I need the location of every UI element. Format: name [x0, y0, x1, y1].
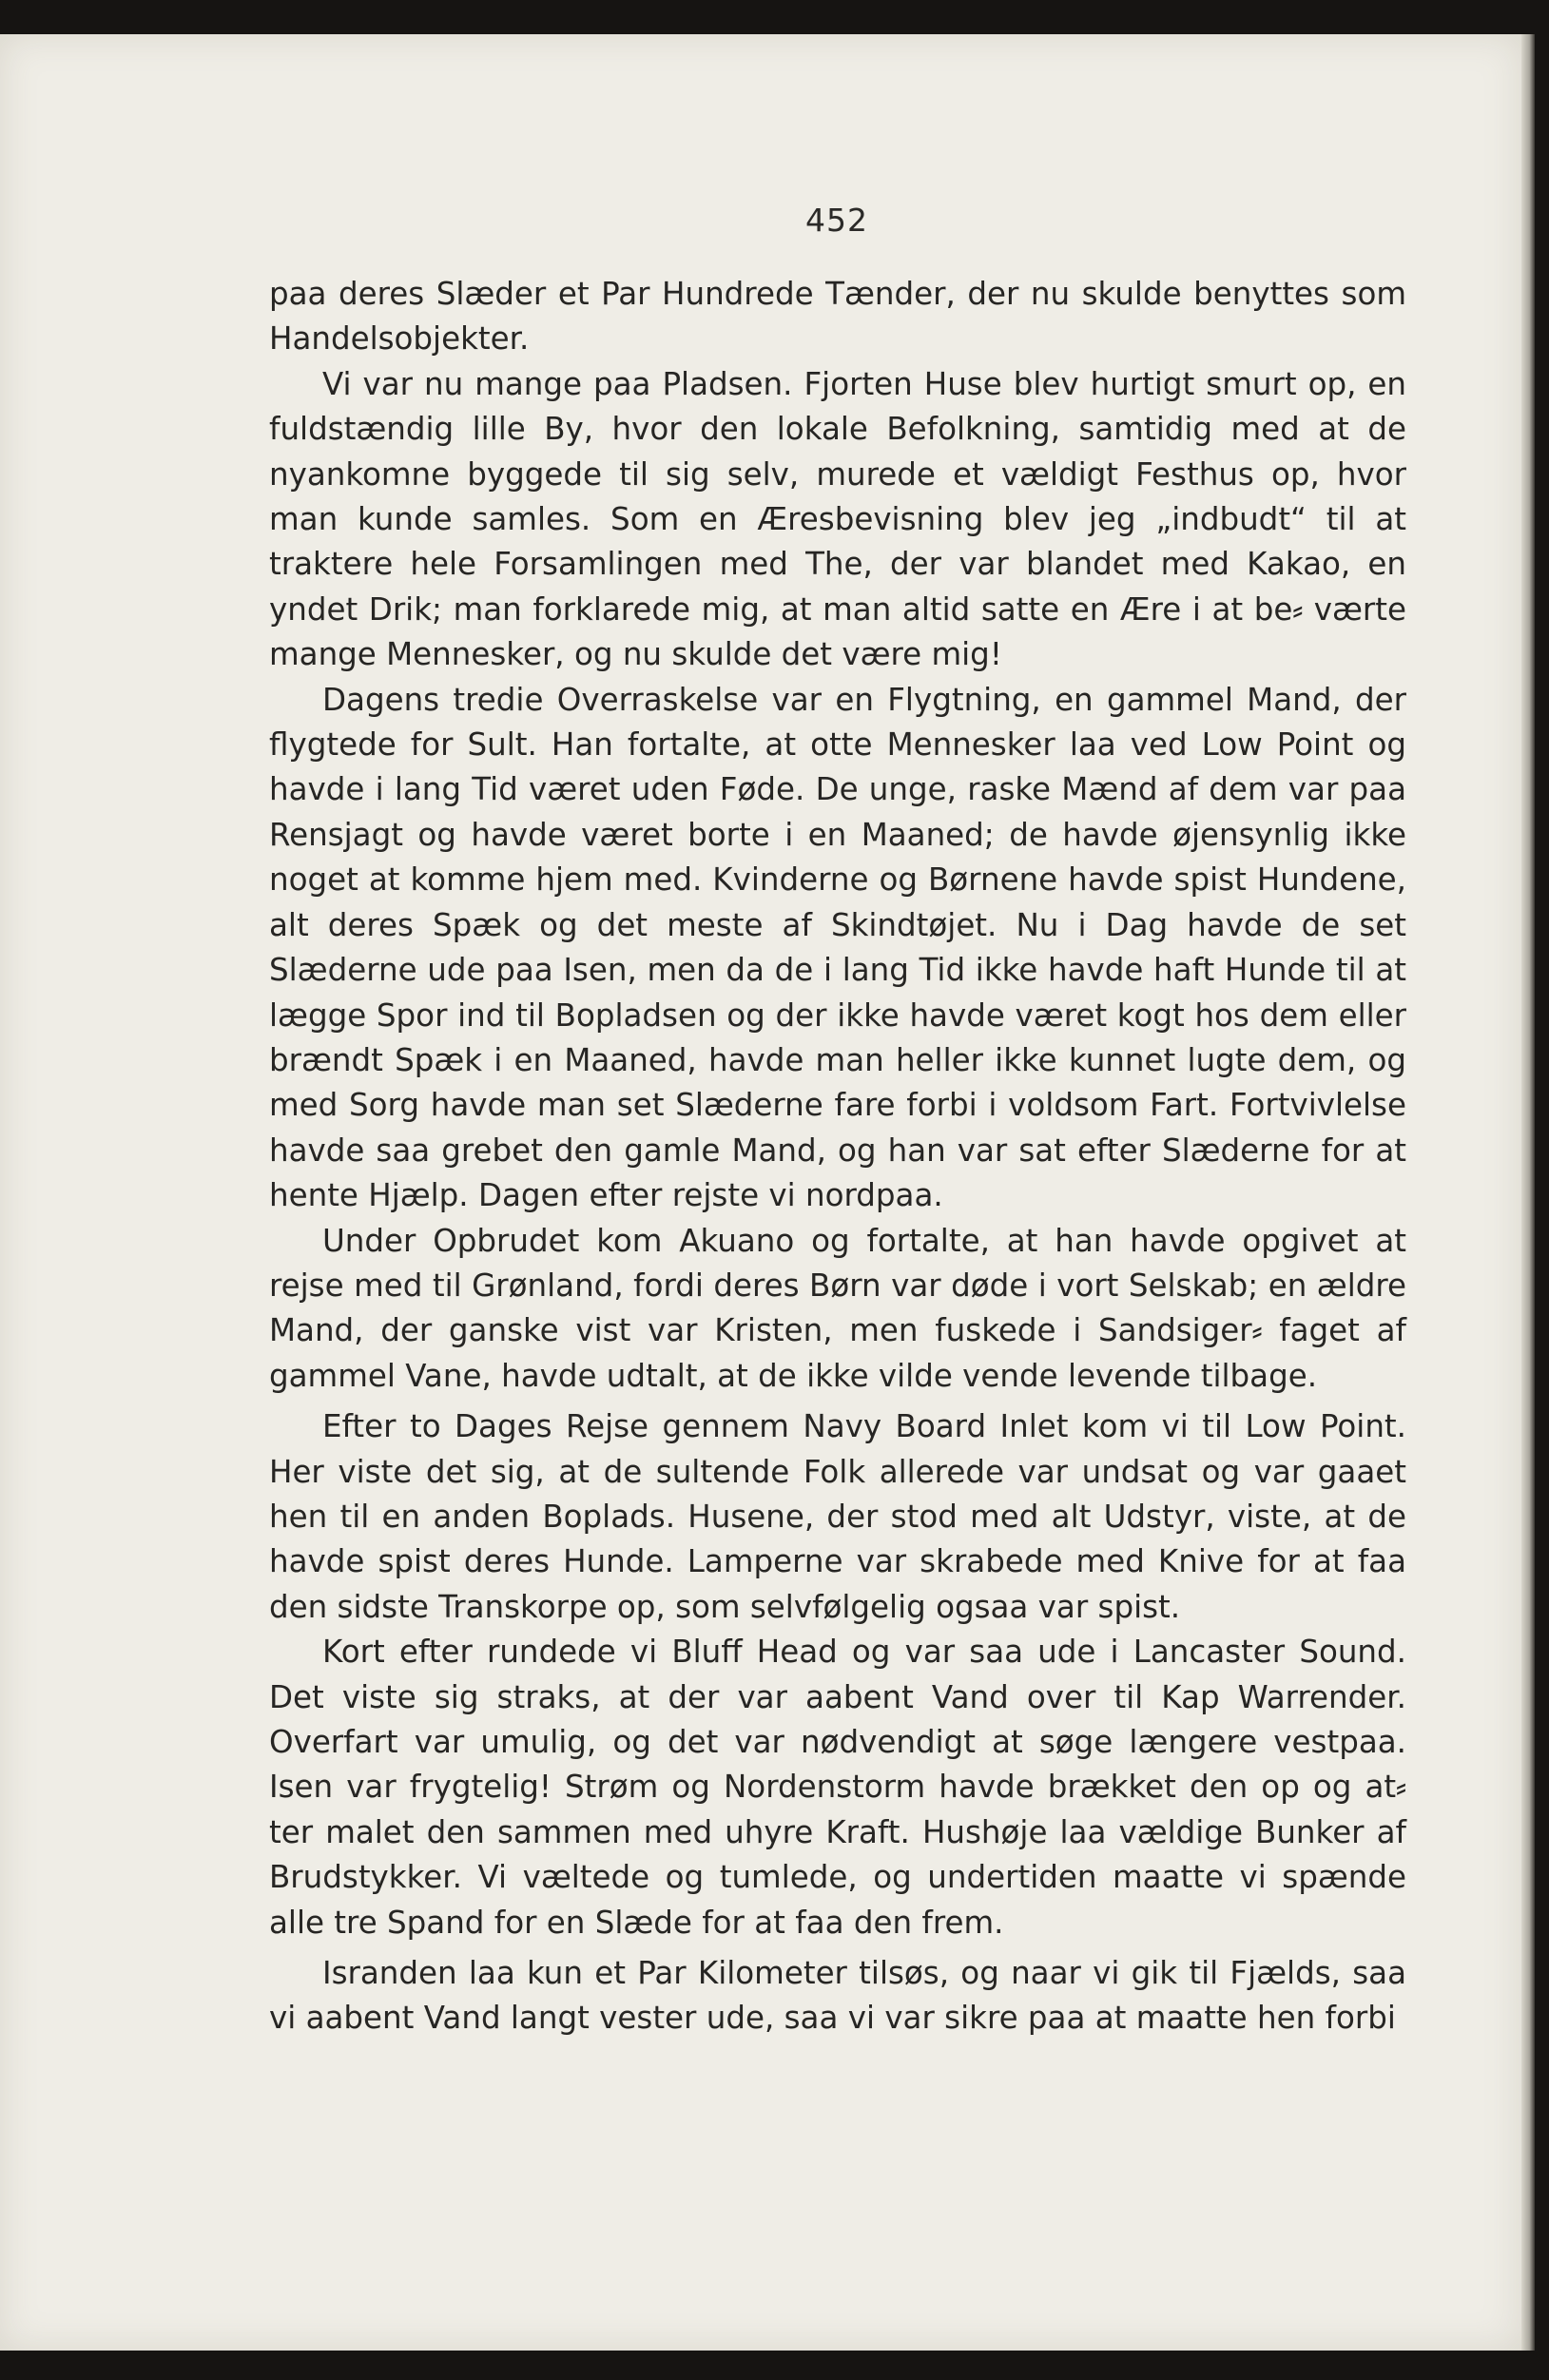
- paragraph-6: Kort efter rundede vi Bluff Head og var saa ude i Lancaster Sound. Det viste sig straks, at der var aabent Vand over til Kap Warrender. Overfart var umulig, og det var nødvendigt at søge længere vestpaa. Isen var frygtelig! Strøm og Nordenstorm havde brækket den op og at⸗ ter malet den sammen med uhyre Kraft. Hushøje laa vældige Bunker af Brudstykker. Vi væltede og tumlede, og undertiden maatte vi spænde alle tre Spand for en Slæde for at faa den frem.: [269, 1634, 1406, 1941]
- body-text: [269, 272, 1406, 2041]
- paragraph-3: Dagens tredie Overraskelse var en Flygtning, en gammel Mand, der flygtede for Sult. Han fortalte, at otte Mennesker laa ved Low Point og havde i lang Tid været uden Føde. De unge, raske Mænd af dem var paa Rensjagt og havde været borte i en Maaned; de havde øjensynlig ikke noget at komme hjem med. Kvinderne og Børnene havde spist Hundene, alt deres Spæk og det meste af Skindtøjet. Nu i Dag havde de set Slæderne ude paa Isen, men da de i lang Tid ikke havde haft Hunde til at lægge Spor ind til Bopladsen og der ikke havde været kogt hos dem eller brændt Spæk i en Maaned, havde man heller ikke kunnet lugte dem, og med Sorg havde man set Slæderne fare forbi i voldsom Fart. Fortvivlelse havde saa grebet den gamle Mand, og han var sat efter Slæderne for at hente Hjælp. Dagen efter rejste vi nordpaa.: [269, 681, 1406, 1214]
- paragraph-4: Under Opbrudet kom Akuano og fortalte, at han havde opgivet at rejse med til Grønland, fordi deres Børn var døde i vort Selskab; en ældre Mand, der ganske vist var Kristen, men fuskede i Sandsiger⸗ faget af gammel Vane, havde udtalt, at de ikke vilde vende levende tilbage.: [269, 1222, 1406, 1394]
- paragraph-7: Isranden laa kun et Par Kilometer tilsøs, og naar vi gik til Fjælds, saa vi aabent Vand langt vester ude, saa vi var sikre paa at maatte hen forbi: [269, 1955, 1406, 2037]
- paragraph-2: Vi var nu mange paa Pladsen. Fjorten Huse blev hurtigt smurt op, en fuldstændig lille By, hvor den lokale Befolkning, samtidig med at de nyankomne byggede til sig selv, murede et vældigt Festhus op, hvor man kunde samles. Som en Æresbevisning blev jeg „indbudt“ til at traktere hele Forsamlingen med The, der var blandet med Kakao, en yndet Drik; man forklarede mig, at man altid satte en Ære i at be⸗ værte mange Mennesker, og nu skulde det være mig!: [269, 365, 1406, 673]
- page-edge: [1521, 34, 1535, 2351]
- paragraph-5: Efter to Dages Rejse gennem Navy Board Inlet kom vi til Low Point. Her viste det sig, at de sultende Folk allerede var undsat og var gaaet hen til en anden Boplads. Husene, der stod med alt Udstyr, viste, at de havde spist deres Hunde. Lamperne var skrabede med Knive for at faa den sidste Transkorpe op, som selvfølgelig ogsaa var spist.: [269, 1408, 1406, 1625]
- paragraph-1: paa deres Slæder et Par Hundrede Tænder, der nu skulde benyttes som Handelsobjekter.: [269, 276, 1406, 358]
- page-number: 452: [805, 202, 868, 239]
